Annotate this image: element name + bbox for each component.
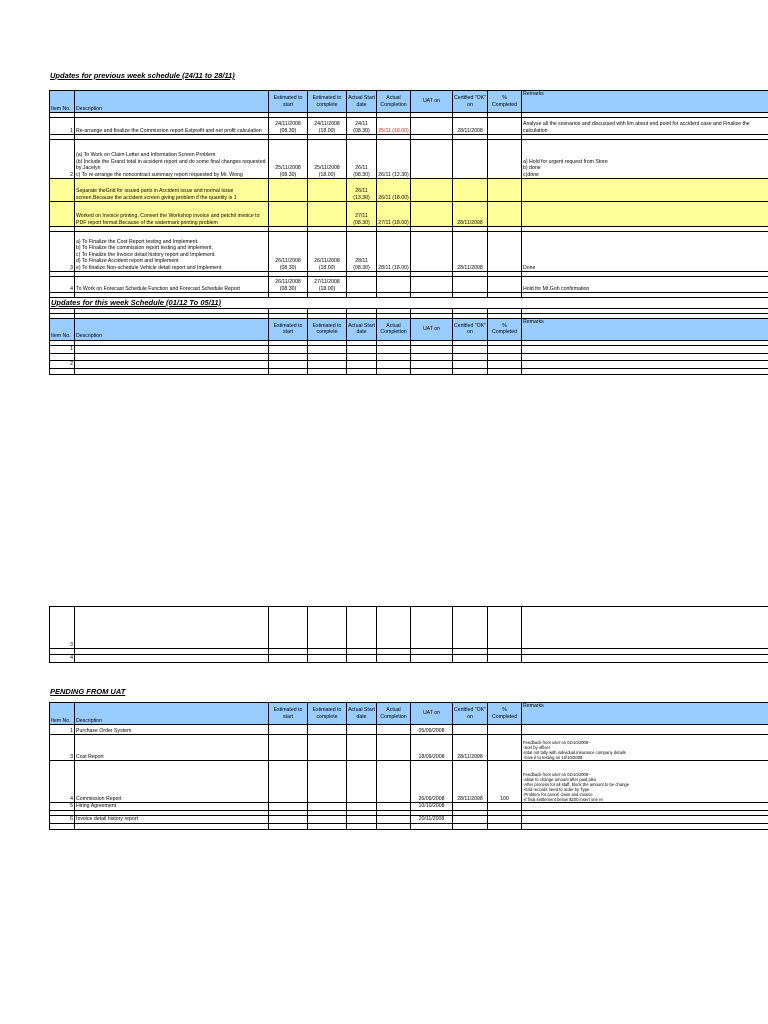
uat-cell: 10/10/2008 <box>411 803 453 811</box>
pct-cell <box>488 725 522 735</box>
actual-start-cell: 24/11 (08.30) <box>347 118 377 135</box>
header-certified: Certified "OK" on <box>453 318 488 340</box>
table-row <box>50 232 768 272</box>
header-actual-completion: Actual Completion <box>377 91 411 113</box>
item-number: 1 <box>50 725 75 735</box>
uat-cell <box>411 202 453 227</box>
header-description: Description <box>75 318 269 340</box>
est-complete-cell: 25/11/2008 (18.00) <box>308 140 347 179</box>
table-row-highlighted <box>50 179 768 202</box>
spacer-row <box>50 823 768 829</box>
actual-completion-cell <box>377 277 411 293</box>
uat-cell <box>411 179 453 202</box>
section-title-pending-uat: PENDING FROM UAT <box>50 687 126 696</box>
section-title-previous-week: Updates for previous week schedule (24/11 to 28/11) <box>50 71 235 80</box>
item-number: 2 <box>50 360 75 368</box>
remarks-cell <box>522 803 768 811</box>
remarks-cell <box>522 202 768 227</box>
actual-completion-cell: 25/11 (18.00) <box>377 118 411 135</box>
task-description: Invoice detail history report <box>75 815 269 823</box>
task-description: Cost Report <box>75 735 269 761</box>
actual-start-cell <box>347 277 377 293</box>
uat-cell: 05/09/2008 <box>411 725 453 735</box>
table-row <box>50 118 768 135</box>
pct-cell <box>488 179 522 202</box>
pct-cell <box>488 277 522 293</box>
certified-cell: 28/11/2008 <box>453 118 488 135</box>
certified-cell: 28/11/2008 <box>453 735 488 761</box>
table-row <box>50 655 768 663</box>
item-number: 5 <box>50 803 75 811</box>
spacer-row <box>50 368 768 374</box>
actual-start-cell: 27/11 (08.30) <box>347 202 377 227</box>
est-start-cell: 25/11/2008 (08.30) <box>269 140 308 179</box>
remarks-cell <box>522 725 768 735</box>
table-row <box>50 360 768 368</box>
certified-cell <box>453 140 488 179</box>
item-number: 4 <box>50 277 75 293</box>
table-row <box>50 735 768 761</box>
header-est-complete: Estimated to complete <box>308 318 347 340</box>
uat-cell <box>411 232 453 272</box>
est-complete-cell <box>308 179 347 202</box>
item-number: 1 <box>50 345 75 353</box>
table-row <box>50 607 768 649</box>
item-number: 1 <box>50 118 75 135</box>
header-est-start: Estimated to start <box>269 703 308 725</box>
item-number: 3 <box>50 232 75 272</box>
certified-cell <box>453 815 488 823</box>
certified-cell: 28/11/2008 <box>453 202 488 227</box>
task-description: a) To Finalize the Cost Report testing and Implement. b) To Finalize the commission report testing and implement. c) To Finalize the Invoice detail history report and Implement. d) To Finalize Accident report and Implement e) To finalize Non-schedule Vehicle detail report and Implement <box>75 232 269 272</box>
task-description: Worked on Invoice printing, Convert the Workshop invoice and petchit invoice to PDF report format.Because of the watermark printing problem <box>75 202 269 227</box>
est-complete-cell <box>308 202 347 227</box>
item-number: 2 <box>50 140 75 179</box>
uat-cell <box>411 140 453 179</box>
header-pct-completed: % Completed <box>488 703 522 725</box>
header-item-no: Item No. <box>50 703 75 725</box>
schedule-table-this-week-continued <box>49 606 768 663</box>
certified-cell <box>453 277 488 293</box>
pct-cell <box>488 118 522 135</box>
pct-cell <box>488 803 522 811</box>
header-item-no: Item No. <box>50 91 75 113</box>
header-description: Description <box>75 703 269 725</box>
pct-cell <box>488 140 522 179</box>
task-description: Re-arrange and finalize the Commission report Estprofit and net profit calculation <box>75 118 269 135</box>
pct-cell <box>488 815 522 823</box>
actual-completion-cell: 26/11 (18.00) <box>377 179 411 202</box>
section-title-row <box>50 298 768 309</box>
header-est-complete: Estimated to complete <box>308 703 347 725</box>
table-row <box>50 761 768 803</box>
remarks-cell: Analyse all the scenarios and discussed with lim about end point for accident case and Finalize the calculation <box>522 118 768 135</box>
header-certified: Certified "OK" on <box>453 91 488 113</box>
header-remarks: Remarks <box>522 703 768 725</box>
header-uat-on: UAT on <box>411 703 453 725</box>
uat-cell: 20/11/2008 <box>411 815 453 823</box>
uat-cell: 26/09/2008 <box>411 761 453 803</box>
certified-cell <box>453 803 488 811</box>
header-row <box>50 318 768 340</box>
item-number: 4 <box>50 655 75 663</box>
est-start-cell <box>269 202 308 227</box>
est-complete-cell: 27/11/2008 (18.00) <box>308 277 347 293</box>
remarks-cell: a) Hold for urgent request from Store b) done c)done <box>522 140 768 179</box>
remarks-cell <box>522 179 768 202</box>
pct-cell <box>488 232 522 272</box>
remarks-cell: Hold for Mr.Goh confirmation <box>522 277 768 293</box>
header-remarks: Remarks <box>522 318 768 340</box>
header-est-start: Estimated to start <box>269 91 308 113</box>
uat-cell <box>411 118 453 135</box>
table-row <box>50 345 768 353</box>
header-actual-completion: Actual Completion <box>377 703 411 725</box>
remarks-cell: Feedback from user on 02/10/2008-- -allow to change amount after paid also -After process for all staff, block the amount to be change -Grid records need to order by Type -Problem for cancel claim and invoice -if final settlement below $200 insert one re <box>522 761 768 803</box>
header-item-no: Item No. <box>50 318 75 340</box>
task-description: Hiring Agreement <box>75 803 269 811</box>
pct-cell: 100 <box>488 761 522 803</box>
table-row <box>50 140 768 179</box>
header-est-start: Estimated to start <box>269 318 308 340</box>
actual-completion-cell: 27/11 (18.00) <box>377 202 411 227</box>
pct-cell <box>488 202 522 227</box>
est-complete-cell: 26/11/2008 (18.00) <box>308 232 347 272</box>
pct-cell <box>488 735 522 761</box>
certified-cell <box>453 179 488 202</box>
table-row-highlighted <box>50 202 768 227</box>
task-description: To Work on Forecast Schedule Function and Forecast Schedule Report <box>75 277 269 293</box>
header-row <box>50 703 768 725</box>
actual-completion-cell: 28/11 (18.00) <box>377 232 411 272</box>
table-row <box>50 803 768 811</box>
task-description: Purchase Order System <box>75 725 269 735</box>
header-actual-start: Actual Start date <box>347 91 377 113</box>
table-row <box>50 277 768 293</box>
header-est-complete: Estimated to complete <box>308 91 347 113</box>
header-description: Description <box>75 91 269 113</box>
est-complete-cell: 24/11/2008 (18.00) <box>308 118 347 135</box>
table-row <box>50 725 768 735</box>
spacer-row <box>50 353 768 360</box>
uat-cell <box>411 277 453 293</box>
remarks-cell <box>522 815 768 823</box>
task-description: (a) To Work on Claim Letter and Information Screen Problem (b) Include the Grand total in accident report and do some final changes requested by Jacelyn c) To re-arrange the noncontract summary report requested by Mr. Wong <box>75 140 269 179</box>
task-description: Separate theGrid for issued parts in Accident issue and normal issue screen.Because the accident screen giving problem if the quantity is 1 <box>75 179 269 202</box>
actual-completion-cell: 26/11 (12.30) <box>377 140 411 179</box>
section-title-this-week: Updates for this week Schedule (01/12 To 05/11) <box>51 298 222 307</box>
est-start-cell: 26/11/2008 (08.30) <box>269 277 308 293</box>
pending-uat-table <box>49 702 768 830</box>
remarks-cell: Feedback from user on 02/10/2008-- -Sort by officer -total not tally with individual insurance company details -Give it to testing on 10/10/2008 <box>522 735 768 761</box>
item-number: 3 <box>50 735 75 761</box>
item-number: 4 <box>50 761 75 803</box>
header-uat-on: UAT on <box>411 318 453 340</box>
schedule-table-previous-week <box>49 90 768 375</box>
header-uat-on: UAT on <box>411 91 453 113</box>
est-start-cell: 26/11/2008 (08.30) <box>269 232 308 272</box>
header-pct-completed: % Completed <box>488 91 522 113</box>
header-actual-completion: Actual Completion <box>377 318 411 340</box>
header-actual-start: Actual Start date <box>347 703 377 725</box>
uat-cell: 18/09/2008 <box>411 735 453 761</box>
actual-start-cell: 26/11 (08.30) <box>347 140 377 179</box>
item-number: 6 <box>50 815 75 823</box>
header-pct-completed: % Completed <box>488 318 522 340</box>
certified-cell: 28/11/2008 <box>453 232 488 272</box>
est-start-cell: 24/11/2008 (08.30) <box>269 118 308 135</box>
item-number: 3 <box>50 607 75 649</box>
remarks-cell: Done <box>522 232 768 272</box>
header-remarks: Remarks <box>522 91 768 113</box>
est-start-cell <box>269 179 308 202</box>
actual-start-cell: 28/11 (08.30) <box>347 232 377 272</box>
item-number <box>50 202 75 227</box>
task-description: Commission Report <box>75 761 269 803</box>
header-actual-start: Actual Start date <box>347 318 377 340</box>
item-number <box>50 179 75 202</box>
certified-cell <box>453 725 488 735</box>
header-row <box>50 91 768 113</box>
actual-start-cell: 26/11 (13.30) <box>347 179 377 202</box>
header-certified: Certified "OK" on <box>453 703 488 725</box>
table-row <box>50 815 768 823</box>
certified-cell: 28/11/2008 <box>453 761 488 803</box>
